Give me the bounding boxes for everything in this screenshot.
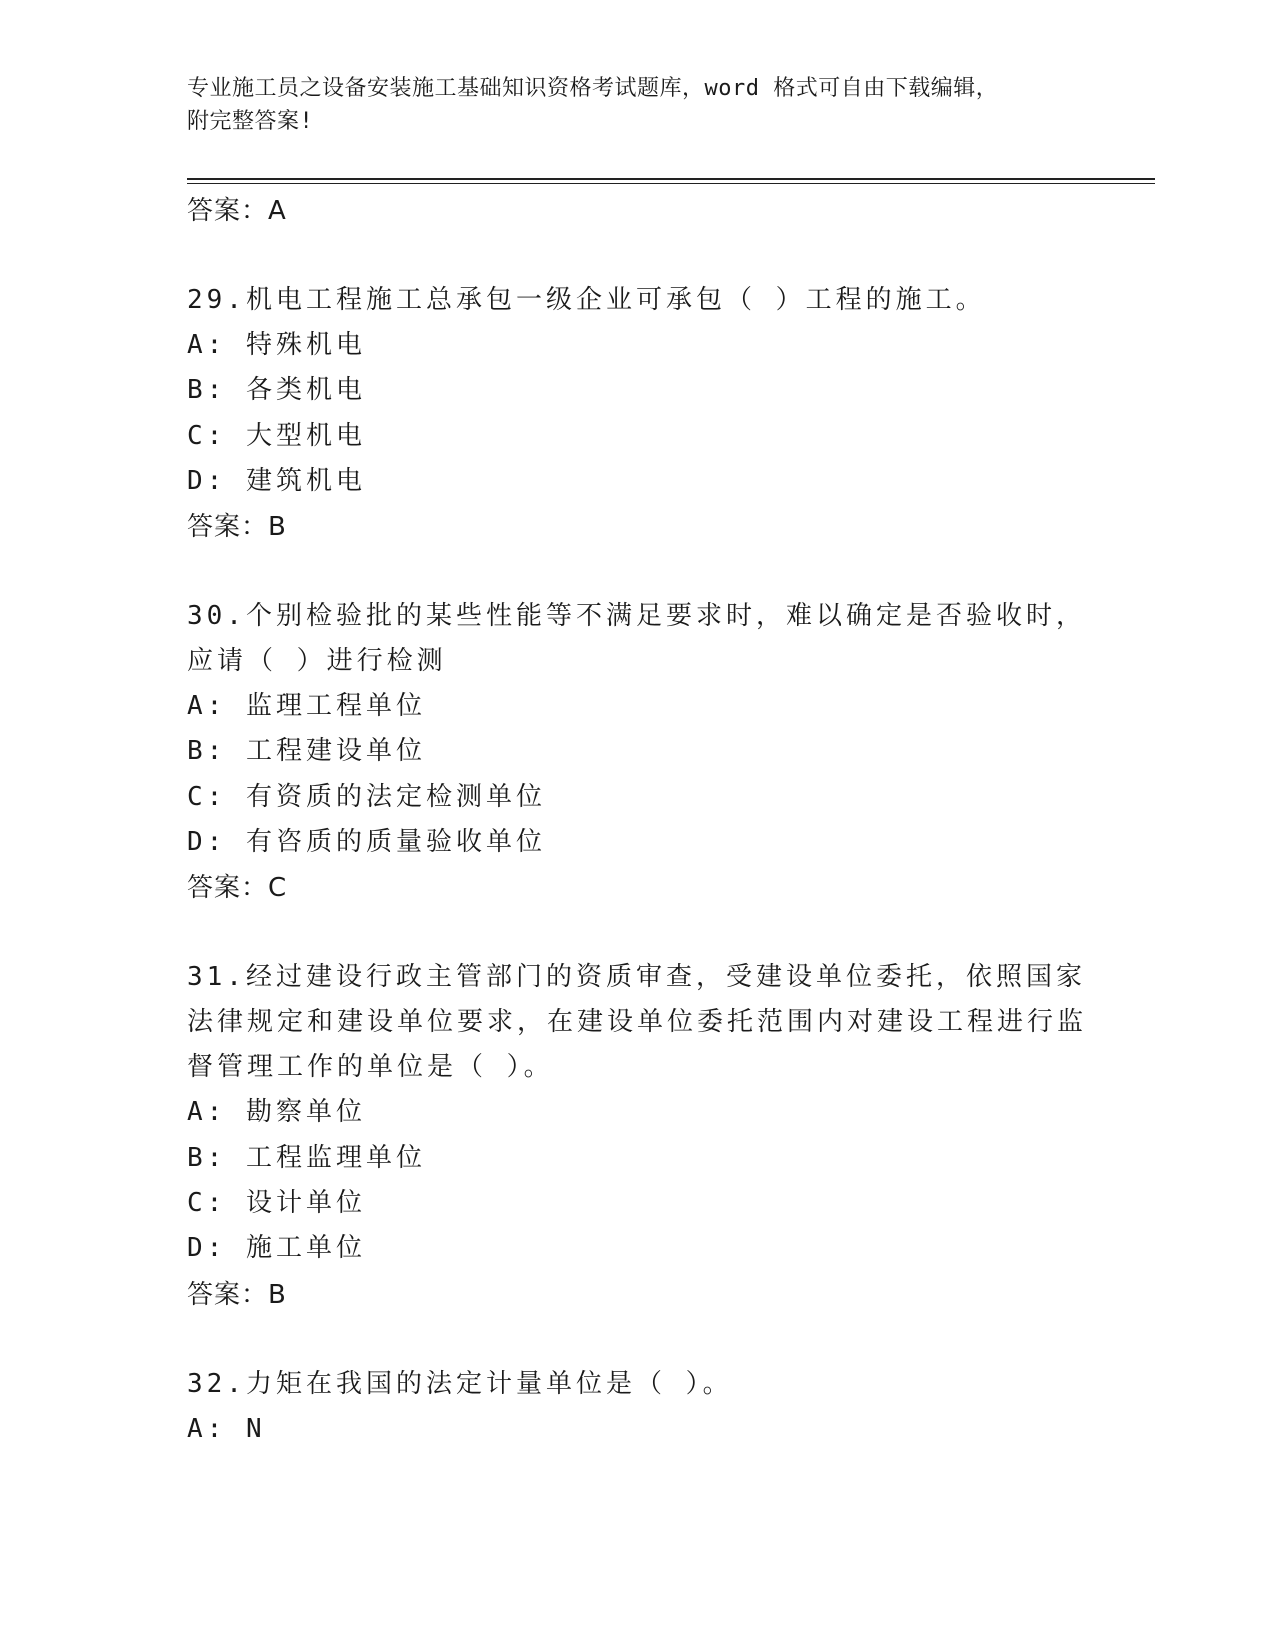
header-rule-thin — [187, 183, 1155, 184]
header-line-1: 专业施工员之设备安装施工基础知识资格考试题库，word 格式可自由下载编辑， — [187, 76, 999, 101]
question-block — [187, 1362, 1087, 1452]
question-text: 30.个别检验批的某些性能等不满足要求时，难以确定是否验收时，应请（ ）进行检测 — [187, 601, 1086, 677]
answer-line: 答案：A — [187, 196, 287, 226]
option-a: A: N — [187, 1413, 266, 1444]
question-block — [187, 594, 1087, 911]
answer-line: 答案：C — [187, 873, 288, 904]
header-rule-thick — [187, 178, 1155, 180]
option-d: D: 建筑机电 — [187, 465, 366, 496]
question-block — [187, 955, 1087, 1317]
question-text: 29.机电工程施工总承包一级企业可承包（ ）工程的施工。 — [187, 285, 986, 315]
option-a: A: 特殊机电 — [187, 330, 366, 360]
question-list — [187, 188, 1087, 1452]
spacer — [187, 550, 1087, 594]
document-header — [187, 72, 1067, 138]
spacer — [187, 234, 1087, 278]
answer-line: 答案：B — [187, 512, 287, 543]
question-block — [187, 278, 1087, 550]
question-text: 32.力矩在我国的法定计量单位是（ ）。 — [187, 1368, 733, 1399]
option-c: C: 设计单位 — [187, 1187, 366, 1218]
option-c: C: 有资质的法定检测单位 — [187, 781, 546, 812]
option-d: D: 有咨质的质量验收单位 — [187, 827, 546, 858]
option-c: C: 大型机电 — [187, 420, 366, 451]
option-b: B: 各类机电 — [187, 375, 366, 406]
option-b: B: 工程建设单位 — [187, 736, 426, 767]
option-b: B: 工程监理单位 — [187, 1142, 426, 1173]
answer-line: 答案：B — [187, 1279, 287, 1310]
spacer — [187, 1318, 1087, 1362]
option-a: A: 勘察单位 — [187, 1097, 366, 1128]
option-d: D: 施工单位 — [187, 1233, 366, 1264]
option-a: A: 监理工程单位 — [187, 691, 426, 722]
header-line-2: 附完整答案! — [187, 109, 314, 134]
spacer — [187, 911, 1087, 955]
question-text: 31.经过建设行政主管部门的资质审查，受建设单位委托，依照国家法律规定和建设单位要求，在建设单位委托范围内对建设工程进行监督管理工作的单位是（ ）。 — [187, 962, 1088, 1083]
